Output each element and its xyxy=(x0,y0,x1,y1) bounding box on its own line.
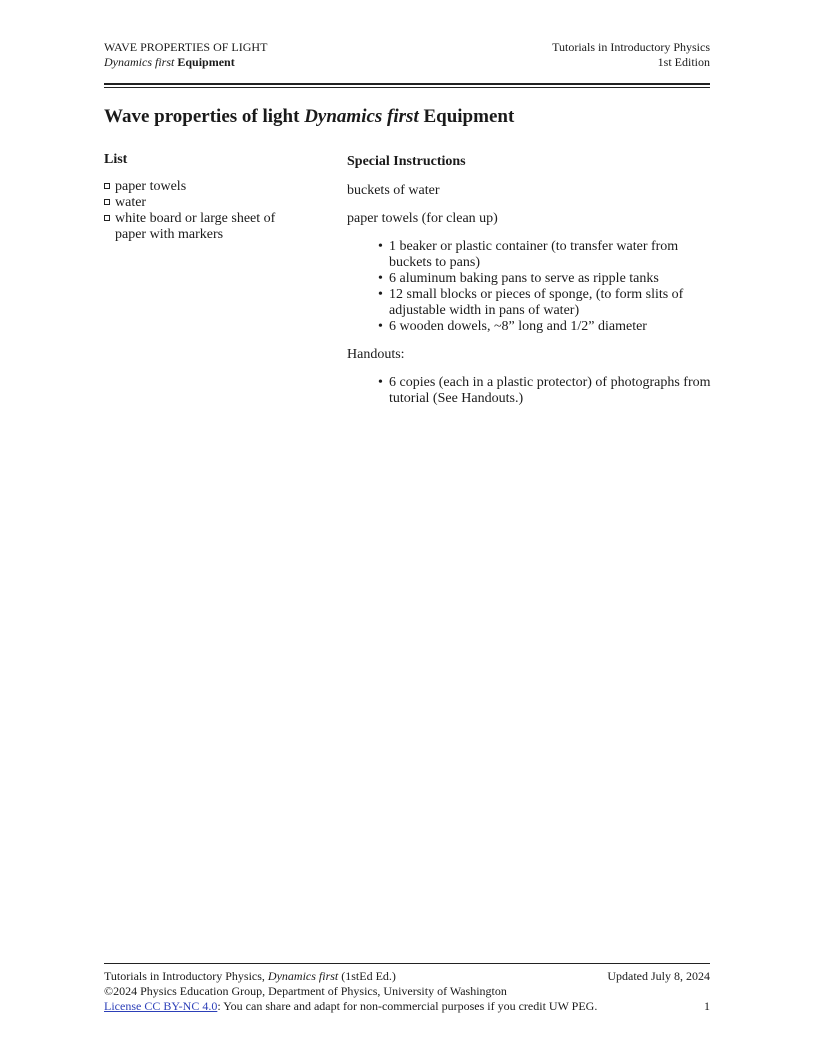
title-part3: Equipment xyxy=(418,106,515,127)
footer-citation-italic: Dynamics first xyxy=(267,969,339,983)
footer-citation xyxy=(104,969,396,984)
bullet-item xyxy=(378,239,717,271)
bullet-icon: • xyxy=(378,375,383,390)
title-part2: Dynamics first xyxy=(304,106,419,127)
bullet-item xyxy=(378,319,717,335)
title-part1: Wave properties of light xyxy=(104,106,305,127)
bullet-icon: • xyxy=(378,239,383,254)
footer-rule xyxy=(104,963,710,964)
header-right xyxy=(552,40,710,70)
footer-row-1 xyxy=(104,969,710,984)
page-title xyxy=(104,105,514,129)
bullet-item xyxy=(378,271,717,287)
bullet-text: 6 copies (each in a plastic protector) of photographs from tutorial (See Handouts.) xyxy=(389,375,711,406)
header-subtitle-italic: Dynamics first xyxy=(104,55,175,69)
footer-citation-b: (1stEd Ed.) xyxy=(338,969,396,983)
bullet-text: 6 wooden dowels, ~8” long and 1/2” diameter xyxy=(389,319,647,334)
checkbox-icon xyxy=(104,215,110,221)
special-instructions-column xyxy=(347,153,717,407)
instructions-paragraph-2: paper towels (for clean up) xyxy=(347,211,498,226)
footer-citation-a: Tutorials in Introductory Physics, xyxy=(104,969,268,983)
footer-row-3 xyxy=(104,999,710,1014)
bullet-icon: • xyxy=(378,319,383,334)
handouts-bullet-list xyxy=(378,375,717,407)
header-edition: 1st Edition xyxy=(657,55,710,69)
checkbox-icon xyxy=(104,183,110,189)
equipment-bullet-list xyxy=(378,239,717,335)
list-item xyxy=(104,179,304,195)
list-item-label: white board or large sheet of paper with markers xyxy=(115,211,276,242)
header-left xyxy=(104,40,267,70)
bullet-text: 6 aluminum baking pans to serve as ripple tanks xyxy=(389,271,659,286)
page-number: 1 xyxy=(704,999,710,1013)
list-item xyxy=(104,195,304,211)
license-text: : You can share and adapt for non-commercial purposes if you credit UW PEG. xyxy=(217,999,598,1013)
license-link[interactable]: License CC BY-NC 4.0 xyxy=(104,999,218,1013)
equipment-list-column xyxy=(104,151,304,243)
header-rule-thin xyxy=(104,87,710,88)
header-subtitle xyxy=(104,55,267,70)
list-item-label: water xyxy=(115,195,147,210)
checkbox-icon xyxy=(104,199,110,205)
list-item-label: paper towels xyxy=(115,179,187,194)
list-heading: List xyxy=(104,152,128,167)
bullet-text: 12 small blocks or pieces of sponge, (to form slits of adjustable width in pans of water) xyxy=(389,287,684,318)
header-rule-thick xyxy=(104,83,710,85)
list-item xyxy=(104,211,304,243)
bullet-text: 1 beaker or plastic container (to transfer water from buckets to pans) xyxy=(389,239,679,270)
footer-license xyxy=(104,999,597,1014)
bullet-icon: • xyxy=(378,287,383,302)
header-section-title: WAVE PROPERTIES OF LIGHT xyxy=(104,40,268,54)
header-book-title: Tutorials in Introductory Physics xyxy=(552,40,710,54)
bullet-item xyxy=(378,375,717,407)
instructions-paragraph-1: buckets of water xyxy=(347,183,440,198)
handouts-label: Handouts: xyxy=(347,347,405,362)
bullet-icon: • xyxy=(378,271,383,286)
footer-updated-date: Updated July 8, 2024 xyxy=(607,969,710,983)
instructions-heading: Special Instructions xyxy=(347,154,466,169)
bullet-item xyxy=(378,287,717,319)
header-subtitle-bold: Equipment xyxy=(177,55,235,69)
footer xyxy=(104,969,710,1014)
equipment-checklist xyxy=(104,179,304,243)
footer-copyright: ©2024 Physics Education Group, Department of Physics, University of Washington xyxy=(104,984,507,998)
